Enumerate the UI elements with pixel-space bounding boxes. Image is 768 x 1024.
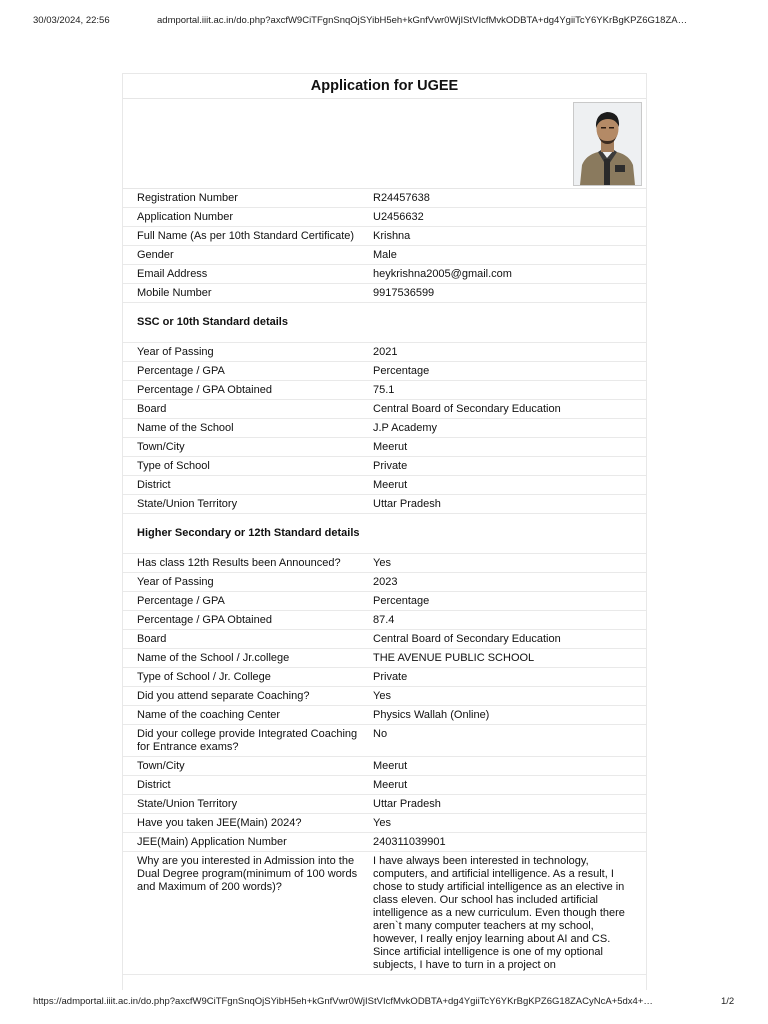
field-label: Percentage / GPA (137, 365, 225, 377)
field-value: Meerut (373, 779, 408, 791)
detail-row (123, 438, 646, 457)
field-value: Yes (373, 817, 391, 829)
field-label: Year of Passing (137, 576, 214, 588)
print-header-url: admportal.iiit.ac.in/do.php?axcfW9CiTFgnSnqOjSYibH5eh+kGnfVwr0WjIStVIcfMvkODBTA+dg4YgiiTcY6YKrBgKPZ6G18ZA… (157, 15, 688, 26)
field-value: Central Board of Secondary Education (373, 633, 561, 645)
field-label: Email Address (137, 268, 208, 280)
detail-row (123, 362, 646, 381)
field-value: Private (373, 460, 408, 472)
field-label: Type of School / Jr. College (137, 671, 271, 683)
field-value: Private (373, 671, 408, 683)
detail-row (123, 725, 646, 757)
detail-row (123, 265, 646, 284)
field-value: J.P Academy (373, 422, 437, 434)
detail-row (123, 706, 646, 725)
field-label: State/Union Territory (137, 498, 238, 510)
detail-row (123, 776, 646, 795)
detail-row (123, 400, 646, 419)
field-value: R24457638 (373, 192, 430, 204)
field-label: Percentage / GPA Obtained (137, 614, 272, 626)
detail-row (123, 227, 646, 246)
field-value: 2021 (373, 346, 398, 358)
field-value: Yes (373, 557, 391, 569)
detail-row (123, 476, 646, 495)
detail-row (123, 592, 646, 611)
document-title: Application for UGEE (123, 74, 646, 99)
field-label: Name of the School (137, 422, 234, 434)
field-value: THE AVENUE PUBLIC SCHOOL (373, 652, 535, 664)
field-value: 240311039901 (373, 836, 446, 848)
field-value: Krishna (373, 230, 411, 242)
detail-row (123, 189, 646, 208)
field-label: Percentage / GPA Obtained (137, 384, 272, 396)
ssc-section-heading: SSC or 10th Standard details (123, 303, 646, 343)
field-label: Board (137, 403, 167, 415)
print-footer (0, 996, 768, 1012)
field-value: 87.4 (373, 614, 395, 626)
field-label: Name of the School / Jr.college (137, 652, 290, 664)
field-label: Has class 12th Results been Announced? (137, 557, 341, 569)
field-label: Did you attend separate Coaching? (137, 690, 310, 702)
detail-row (123, 687, 646, 706)
field-value: Percentage (373, 595, 430, 607)
field-value: Central Board of Secondary Education (373, 403, 561, 415)
field-label: Have you taken JEE(Main) 2024? (137, 817, 302, 829)
detail-row (123, 611, 646, 630)
field-label: Did your college provide Integrated Coaching for Entrance exams? (137, 728, 358, 753)
field-value: I have always been interested in technology, computers, and artificial intelligence. As a result, I chose to study artificial intelligence as an elective in class eleven. Our school has included artificial intelligence as a new curriculum. Even though there aren`t many computer teachers at my school, however, I really enjoy learning about AI and CS. Since artificial intelligence is one of my optional subjects, I have to turn in a project on (373, 855, 625, 971)
field-value: Meerut (373, 441, 408, 453)
field-value: Uttar Pradesh (373, 798, 441, 810)
detail-row (123, 833, 646, 852)
application-document (122, 73, 647, 990)
field-label: Town/City (137, 441, 185, 453)
field-label: District (137, 479, 171, 491)
page-number: 1/2 (721, 996, 735, 1007)
field-label: Board (137, 633, 167, 645)
field-value: 9917536599 (373, 287, 435, 299)
field-value: Yes (373, 690, 391, 702)
detail-row (123, 573, 646, 592)
field-value: No (373, 728, 388, 740)
field-label: Year of Passing (137, 346, 214, 358)
field-label: State/Union Territory (137, 798, 238, 810)
personal-details (123, 189, 646, 303)
field-label: Name of the coaching Center (137, 709, 281, 721)
detail-row (123, 649, 646, 668)
field-value: heykrishna2005@gmail.com (373, 268, 512, 280)
field-label: Mobile Number (137, 287, 212, 299)
field-value: Meerut (373, 760, 408, 772)
applicant-photo (573, 102, 642, 186)
detail-row (123, 757, 646, 776)
detail-row (123, 208, 646, 227)
field-label: District (137, 779, 171, 791)
hsc-details (123, 554, 646, 975)
detail-row (123, 419, 646, 438)
field-value: Uttar Pradesh (373, 498, 441, 510)
detail-row (123, 495, 646, 514)
ssc-details (123, 343, 646, 514)
field-label: Registration Number (137, 192, 238, 204)
field-label: Application Number (137, 211, 233, 223)
print-footer-url: https://admportal.iiit.ac.in/do.php?axcfW9CiTFgnSnqOjSYibH5eh+kGnfVwr0WjIStVIcfMvkODBTA+dg4YgiiTcY6YKrBgKPZ6G18ZACyNcA+5dx4+… (33, 996, 653, 1007)
detail-row (123, 457, 646, 476)
field-label: JEE(Main) Application Number (137, 836, 287, 848)
print-date: 30/03/2024, 22:56 (33, 15, 110, 26)
field-label: Why are you interested in Admission into the Dual Degree program(minimum of 100 words and Maximum of 200 words)? (137, 855, 358, 893)
field-label: Percentage / GPA (137, 595, 225, 607)
field-label: Type of School (137, 460, 210, 472)
detail-row (123, 795, 646, 814)
hsc-section-heading: Higher Secondary or 12th Standard details (123, 514, 646, 554)
field-value: Physics Wallah (Online) (373, 709, 490, 721)
detail-row (123, 852, 646, 975)
detail-row (123, 814, 646, 833)
detail-row (123, 343, 646, 362)
field-value: U2456632 (373, 211, 424, 223)
applicant-photo-image (574, 103, 641, 185)
detail-row (123, 381, 646, 400)
print-header (0, 15, 768, 31)
detail-row (123, 668, 646, 687)
detail-row (123, 554, 646, 573)
field-label: Full Name (As per 10th Standard Certificate) (137, 230, 355, 242)
field-value: Percentage (373, 365, 430, 377)
detail-row (123, 284, 646, 303)
detail-row (123, 246, 646, 265)
field-label: Gender (137, 249, 174, 261)
detail-row (123, 630, 646, 649)
field-value: Male (373, 249, 397, 261)
photo-row (123, 99, 646, 189)
field-label: Town/City (137, 760, 185, 772)
field-value: Meerut (373, 479, 408, 491)
field-value: 2023 (373, 576, 398, 588)
field-value: 75.1 (373, 384, 395, 396)
